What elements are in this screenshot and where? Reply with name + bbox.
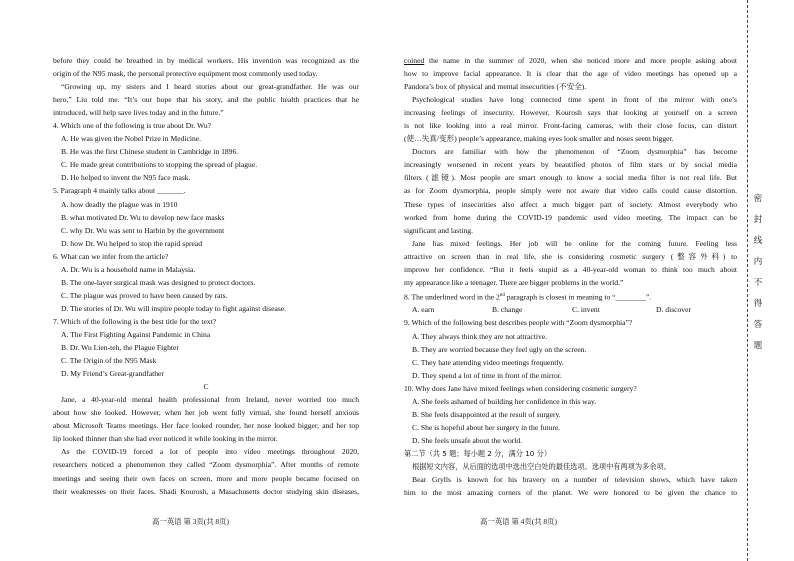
text-line: Bear Grylls is known for his bravery on a number of television shows, which have taken bbox=[412, 475, 737, 485]
text-line: (使…失真/变形) people’s appearance, making eyes look smaller and noses seem bigger. bbox=[404, 134, 674, 144]
option: A. earn bbox=[412, 305, 435, 315]
text-line: researchers noticed a phenomenon they called “Zoom dysmorphia”. After months of remote bbox=[53, 460, 359, 470]
text-line: These types of insecurities also affect a much bigger part of society. Almost everybody who bbox=[404, 199, 737, 209]
text-line: introduced, will help save lives today and in the future.” bbox=[53, 108, 224, 118]
options-row bbox=[404, 303, 737, 316]
text-line: significant and lasting. bbox=[404, 225, 473, 235]
question-5: 5. Paragraph 4 mainly talks about _______. bbox=[53, 186, 186, 196]
text-line: is not like looking into a real mirror. Front-facing cameras, with their close focus, can distort bbox=[404, 121, 737, 131]
binding-char: 答 bbox=[753, 320, 763, 330]
text-line: As the COVID-19 forced a lot of people into video meetings throughout 2020, bbox=[61, 447, 359, 457]
option: C. She is hopeful about her surgery in the future. bbox=[412, 422, 561, 432]
option: B. He was the first Chinese student in Cambridge in 1896. bbox=[61, 147, 239, 157]
text-line: him to the most amazing corners of the planet. We were honored to be given the chance to bbox=[404, 488, 737, 498]
question-10: 10. Why does Jane have mixed feelings when considering cosmetic surgery? bbox=[404, 383, 637, 393]
option: B. change bbox=[492, 305, 523, 315]
text-line: about Microsoft Teams meetings. Her face looked rounder, her nose looked bigger, and her top bbox=[53, 421, 359, 431]
question-7: 7. Which of the following is the best title for the text? bbox=[53, 316, 217, 326]
option: D. They spend a lot of time in front of the mirror. bbox=[412, 370, 562, 380]
question-8: 8. The underlined word in the 2nd paragraph is closest in meaning to “________”. bbox=[404, 292, 652, 302]
option: C. The plague was proved to have been caused by rats. bbox=[61, 290, 228, 300]
left-column bbox=[53, 54, 359, 498]
text-line: about how she looked. However, when her job went fully virtual, she found herself anxious bbox=[53, 408, 359, 418]
text-line: my appearance like a teenager. There are bigger problems in the world.” bbox=[404, 277, 624, 287]
text-line: filters (滤镜). Most people are smart enough to know a social media filter is not real life. But bbox=[404, 173, 737, 183]
text-line: lip looked thinner than she had ever noticed it while looking in the mirror. bbox=[53, 434, 278, 444]
passage-heading-c: C bbox=[203, 382, 209, 392]
text-line: worked from home during the COVID-19 pandemic used video meeting. The impact can be bbox=[404, 212, 737, 222]
binding-char: 密 bbox=[753, 194, 763, 204]
option: A. He was given the Nobel Prize in Medicine. bbox=[61, 134, 202, 144]
text-line: as for Zoom dysmorphia, people simply were not aware that video calls could cause distortion. bbox=[404, 186, 737, 196]
option: C. invent bbox=[572, 305, 600, 315]
option: B. what motivated Dr. Wu to develop new face masks bbox=[61, 212, 225, 222]
binding-char: 得 bbox=[753, 299, 763, 309]
page-footer-right: 高一英语 第 4页(共 8页) bbox=[480, 517, 557, 526]
binding-char: 线 bbox=[753, 236, 763, 246]
option: D. discover bbox=[656, 305, 692, 315]
option: D. The stories of Dr. Wu will inspire people today to fight against disease. bbox=[61, 303, 287, 313]
question-9: 9. Which of the following best describes people with “Zoom dysmorphia”? bbox=[404, 318, 633, 328]
option: B. She feels disappointed at the result of surgery. bbox=[412, 409, 561, 419]
option: B. The one-layer surgical mask was designed to protect doctors. bbox=[61, 277, 256, 287]
text-line: increasing feelings of insecurity. However, Kourosh says that looking at yourself on a screen bbox=[404, 108, 737, 118]
binding-char: 不 bbox=[753, 278, 763, 288]
text-line: meetings and seeing their own faces on screen, more and more people became focused on bbox=[53, 473, 359, 483]
text-line: Jane, a 40-year-old mental health professional from Ireland, never worried too much bbox=[61, 395, 359, 405]
text-line: “Growing up, my sisters and I heard stories about our great-grandfather. He was our bbox=[61, 82, 359, 92]
text-line: coined the name in the summer of 2020, when she noticed more and more people asking about bbox=[404, 56, 737, 65]
option: A. Dr. Wu is a household name in Malaysia. bbox=[61, 264, 196, 274]
option: A. She feels ashamed of building her confidence in this way. bbox=[412, 396, 597, 406]
text-line: attractive on screen than in real life, she is considering cosmetic surgery (整容外科) to bbox=[404, 251, 737, 261]
binding-char: 题 bbox=[753, 341, 763, 351]
section-heading: 第二节（共 5 题；每小题 2 分，满分 10 分） bbox=[404, 448, 552, 458]
text-line: hero,” Liu told me. “It’s our hope that his story, and the public health practices that he bbox=[53, 95, 359, 105]
binding-char: 内 bbox=[753, 257, 763, 267]
instructions: 根据短文内容，从后面的选项中选出空白处的最佳选项。选项中有两项为多余项。 bbox=[412, 461, 671, 471]
question-6: 6. What can we infer from the article? bbox=[53, 251, 169, 261]
text-line: Jane has mixed feelings. Her job will be online for the coming future. Feeling less bbox=[412, 238, 737, 248]
binding-char: 封 bbox=[753, 215, 763, 225]
binding-dashed-line bbox=[747, 0, 748, 561]
binding-notice bbox=[752, 195, 764, 363]
text-line: Psychological studies have long connected time spent in front of the mirror with one’s bbox=[412, 95, 737, 105]
option: C. The Origin of the N95 Mask bbox=[61, 356, 157, 366]
option: D. She feels unsafe about the world. bbox=[412, 435, 523, 445]
text-line: how to improve facial appearance. It is clear that the age of video meetings has opened up a bbox=[404, 69, 737, 79]
option: A. The First Fighting Against Pandemic in China bbox=[61, 329, 211, 339]
text-line: origin of the N95 mask, the personal protective equipment most commonly used today. bbox=[53, 69, 318, 79]
right-column bbox=[404, 54, 737, 499]
option: B. Dr. Wu Lien-teh, the Plague Fighter bbox=[61, 343, 179, 353]
option: D. My Friend’s Great-grandfather bbox=[61, 369, 164, 379]
text-line: improve her confidence. “But it feels stupid as a 40-year-old woman to think too much about bbox=[404, 264, 737, 274]
option: A. how deadly the plague was in 1910 bbox=[61, 199, 178, 209]
option: D. how Dr. Wu helped to stop the rapid spread bbox=[61, 238, 203, 248]
text-line: Pandora’s box of physical and mental insecurities (不安全). bbox=[404, 82, 587, 92]
option: C. He made great contributions to stopping the spread of plague. bbox=[61, 160, 258, 170]
text-line: Doctors are familiar with how the phenomenon of “Zoom dysmorphia” has become bbox=[412, 147, 737, 157]
text-line: their weaknesses on their faces. Shadi Kourosh, a Masachusetts doctor studying skin diseases, bbox=[53, 486, 359, 496]
text-line: before they could be breathed in by medical workers. His invention was recognized as the bbox=[53, 56, 359, 65]
text-line: increasingly worsened in recent years by beautified photos of film stars or by social media bbox=[404, 160, 737, 170]
option: C. They hate attending video meetings frequently. bbox=[412, 357, 564, 367]
page-footer-left: 高一英语 第 3页(共 8页) bbox=[152, 517, 229, 526]
option: D. He helped to invent the N95 face mask. bbox=[61, 173, 191, 183]
question-4: 4. Which one of the following is true about Dr. Wu? bbox=[53, 121, 212, 131]
option: C. why Dr. Wu was sent to Harbin by the government bbox=[61, 225, 225, 235]
option: B. They are worried because they feel ugly on the screen. bbox=[412, 344, 587, 354]
underlined-word: coined bbox=[404, 56, 425, 65]
option: A. They always think they are not attractive. bbox=[412, 331, 548, 341]
